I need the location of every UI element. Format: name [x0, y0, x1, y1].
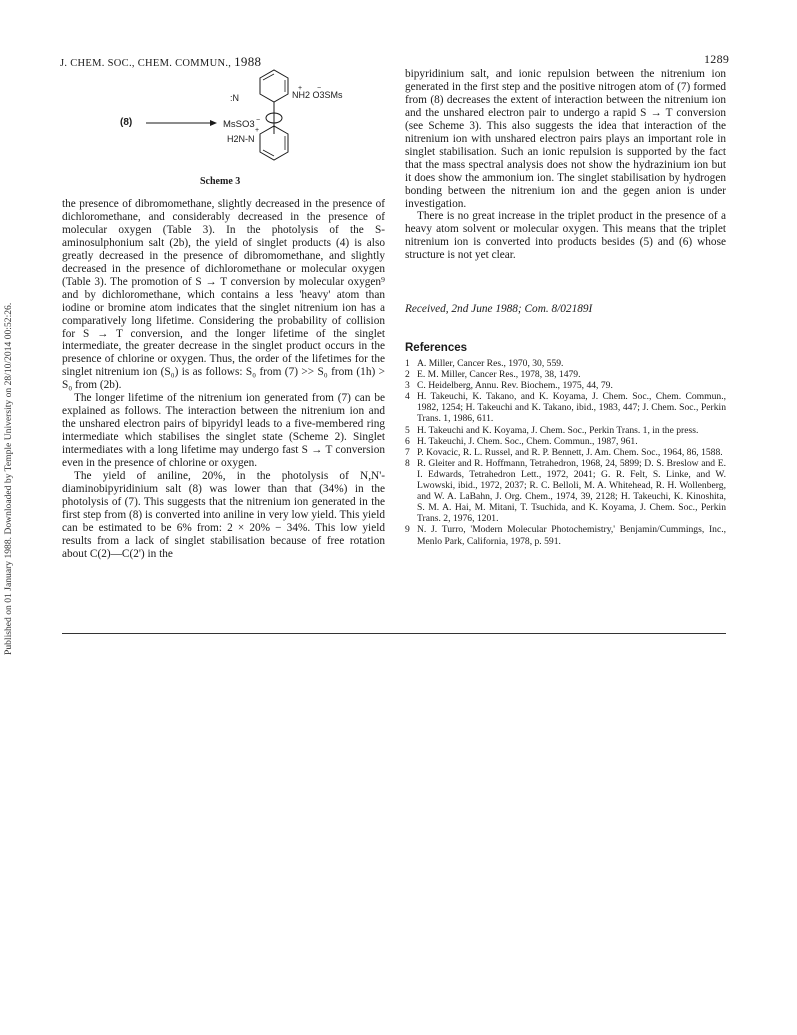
- download-stamp: [3, 195, 13, 655]
- hydrazine-group-label: H2N-N: [227, 134, 255, 144]
- scheme-compound-label: (8): [120, 117, 133, 128]
- left-column: [62, 198, 385, 561]
- reference-item: 9 N. J. Turro, 'Modern Molecular Photochemistry,' Benjamin/Cummings, Inc., Menlo Park, California, 1978, p. 591.: [405, 524, 726, 547]
- pyridine-ring-upper: [260, 70, 288, 102]
- anion-label: MsSO3: [223, 119, 255, 130]
- references-heading: References: [405, 342, 468, 354]
- svg-text:+: +: [255, 127, 260, 134]
- reference-item: 5 H. Takeuchi and K. Koyama, J. Chem. Soc., Perkin Trans. 1, in the press.: [405, 424, 699, 436]
- cation-label: NH2 O3SMs: [292, 90, 343, 100]
- body-paragraph: bipyridinium salt, and ionic repulsion between the nitrenium ion generated in the first step and the positive nitrogen atom of (7) formed from (8) decreases the extent of interaction between the nitrenium ion and the unshared electron pair to undergo a rapid S → T conversion (see Scheme 3). This also suggests the idea that interaction of the nitrenium ion with unshared electron pairs plays an important role in singlet stabilisation. Such an ionic repulsion is supported by the fact that the mass spectral analysis does not show the hydrazinium ion but it does show the ammonium ion. The singlet stabilisation by hydrogen bonding between the nitrenium ion and the gegen anion is under investigation.: [405, 68, 726, 210]
- page-number: 1289: [704, 52, 730, 66]
- journal-name: J. CHEM. SOC., CHEM. COMMUN.,: [60, 58, 232, 69]
- svg-text:−: −: [317, 85, 322, 92]
- ring-nitrogen-label: :N: [230, 93, 239, 103]
- reaction-arrowhead: [210, 120, 217, 126]
- reference-item: 8 R. Gleiter and R. Hoffmann, Tetrahedron, 1968, 24, 5899; D. S. Breslow and E. I. Edwards, Tetrahedron Lett., 1972, 2041; G. R. Felt, S. Linke, and W. Lwowski, ibid., 1972, 2037; R. C. Belloli, M. A. Whitehead, R. H. Wollenberg, and W. A. LaBahn, J. Org. Chem., 1974, 39, 2128; H. Takeuchi, K. Kinoshita, S. M. A. Hai, M. Mitani, T. Tsuchida, and K. Koyama, J. Chem. Soc., Perkin Trans. 2, 1976, 1201.: [405, 457, 726, 525]
- body-paragraph: There is no great increase in the triplet product in the presence of a heavy atom solvent or molecular oxygen. This means that the triplet nitrenium ion is converted into products besides (5) and (6) whose structure is not yet clear.: [405, 210, 726, 262]
- body-paragraph: The yield of aniline, 20%, in the photolysis of N,N'-diaminobipyridinium salt (8) was lower than that (34%) in the photolysis of (7). This suggests that the nitrenium ion generated in the first step from (8) is converted into aniline in very low yield. This yield can be estimated to be 6% from: 2 × 20% − 34%. This low yield results from a lack of singlet stabilisation because of free rotation about C(2)—C(2') in the: [62, 470, 385, 560]
- body-paragraph: The longer lifetime of the nitrenium ion generated from (7) can be explained as follows. The interaction between the nitrenium ion and the unshared electron pairs of bipyridyl leads to a five-membered ring intermediate which stabilises the singlet state (Scheme 2). Singlet intermediates with a long lifetime may undergo fast S → T conversion even in the presence of chlorine or oxygen.: [62, 392, 385, 470]
- scheme-caption: Scheme 3: [200, 176, 241, 187]
- bottom-rule: [62, 633, 726, 634]
- download-stamp-text: Published on 01 January 1988. Downloaded by Temple University on 28/10/2014 00:52:26.: [3, 302, 14, 655]
- scheme-figure: [110, 68, 370, 193]
- reference-item: 6 H. Takeuchi, J. Chem. Soc., Chem. Commun., 1987, 961.: [405, 435, 638, 447]
- reference-item: 1 A. Miller, Cancer Res., 1970, 30, 559.: [405, 358, 564, 369]
- reference-item: 4 H. Takeuchi, K. Takano, and K. Koyama, J. Chem. Soc., Chem. Commun., 1982, 1254; H. Takeuchi and K. Takano, ibid., 1983, 447; J. Chem. Soc., Perkin Trans. 1, 1986, 611.: [405, 391, 726, 425]
- right-column: [405, 68, 726, 262]
- journal-year: 1988: [234, 54, 262, 69]
- reference-list: [405, 358, 726, 547]
- svg-text:−: −: [256, 117, 261, 124]
- reference-item: 7 P. Kovacic, R. L. Russel, and R. P. Bennett, J. Am. Chem. Soc., 1964, 86, 1588.: [405, 446, 723, 458]
- reference-item: 2 E. M. Miller, Cancer Res., 1978, 38, 1479.: [405, 369, 581, 381]
- reference-item: 3 C. Heidelberg, Annu. Rev. Biochem., 1975, 44, 79.: [405, 380, 613, 392]
- body-paragraph: the presence of dibromomethane, slightly decreased in the presence of dichloromethane, and considerably decreased in the presence of molecular oxygen (Table 3). In the photolysis of the S-aminosulphonium salt (2b), the yield of singlet products (4) is also greatly decreased in the presence of dibromomethane, and slightly decreased in the presence of dichloromethane or molecular oxygen (Table 3). The promotion of S → T conversion by molecular oxygen⁹ and by dichloromethane, which contains a less 'heavy' atom than iodine or bromine atom indicates that the singlet nitrenium ion has a comparatively long lifetime. Considering the probability of collision for S → T conversion, and the longer lifetime of the singlet intermediate, the greater decrease in the singlet product occurs in the presence of chlorine or oxygen. Thus, the order of the lifetimes for the singlet nitrenium ion (S₀) is as follows: S₀ from (7) >> S₀ from (1h) > S₀ from (2b).: [62, 198, 385, 392]
- svg-text:+: +: [298, 85, 303, 92]
- received-line: Received, 2nd June 1988; Com. 8/02189I: [405, 303, 593, 315]
